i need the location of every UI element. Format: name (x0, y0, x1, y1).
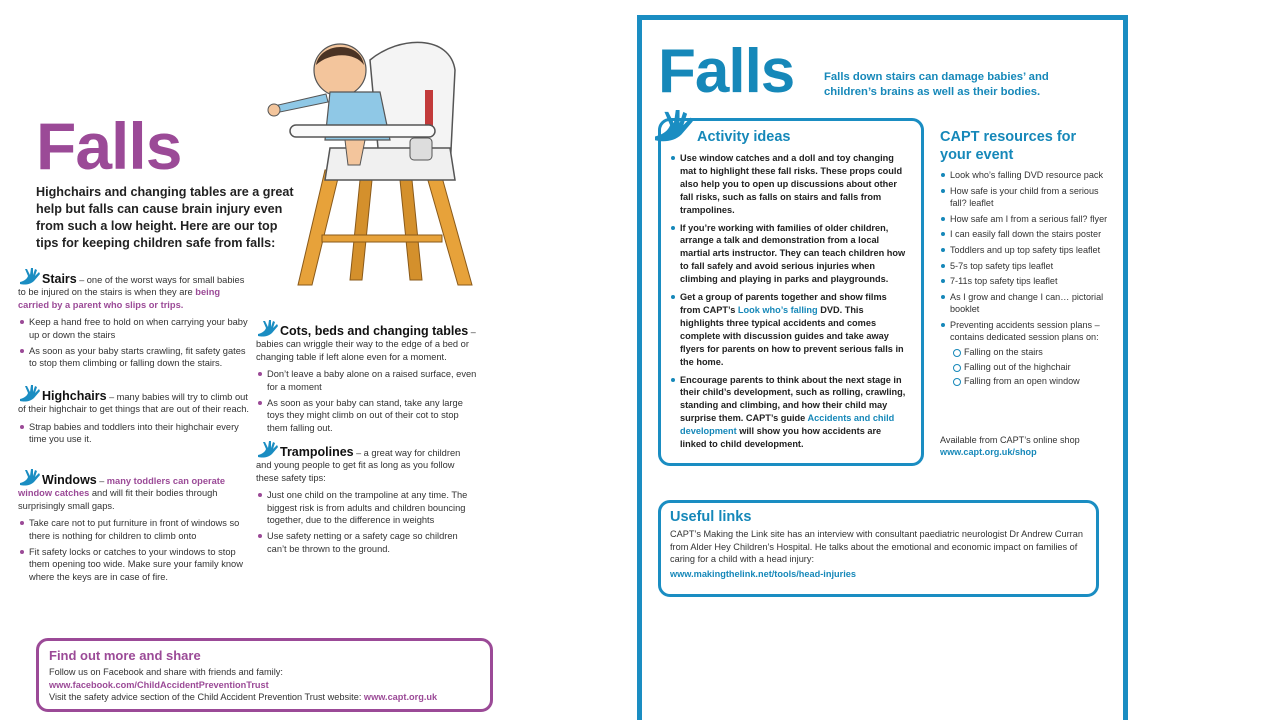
list-item: Falling on the stairs (950, 346, 1110, 358)
resources-availability (940, 434, 1110, 459)
list-item: Use safety netting or a safety cage so children can’t be thrown to the ground. (256, 530, 478, 555)
list-item: Keep a hand free to hold on when carrying your baby up or down the stairs (18, 316, 250, 341)
capt-website-link[interactable]: www.capt.org.uk (363, 692, 438, 702)
activity-text: Use window catches and a doll and toy changing mat to highlight these fall risks. These props could also help you to open up discussions about other fall risks, such as falls on stairs and falls from trampolines. (680, 153, 903, 215)
activity-text: will show you how accidents are linked to child development. (680, 426, 882, 450)
stairs-dash: – (76, 275, 87, 285)
hand-print-icon (18, 469, 40, 487)
left-intro-text: Highchairs and changing tables are a great help but falls can cause brain injury even from such a low height. Here are our top tips for keeping children safe from falls: (36, 185, 294, 250)
stairs-heading: Stairs (42, 272, 77, 286)
list-item: Falling out of the highchair (950, 361, 1110, 373)
list-item: Take care not to put furniture in front of windows so there is nothing for children to climb onto (18, 517, 250, 542)
trampolines-text: a great way for children and young people to get fit as long as you follow these safety tips: (256, 448, 461, 483)
right-page-subtitle: Falls down stairs can damage babies’ and children’s brains as well as their bodies. (824, 71, 1049, 98)
activity-text: If you’re working with families of older children, arrange a talk and demonstration from a local martial arts instructor. They can teach children how to fall safely and avoid serious injuries when climbing and playing in parks and playgrounds. (680, 222, 906, 285)
highchairs-dash: – (106, 392, 117, 402)
look-whos-falling-link[interactable]: Look who’s falling (737, 304, 818, 315)
cots-bullets (256, 368, 478, 434)
list-item: Just one child on the trampoline at any time. The biggest risk is from adults and children bouncing together, due to the difference in weights (256, 489, 478, 526)
cots-text: babies can wriggle their way to the edge of a bed or changing table if left alone even for a moment. (256, 339, 469, 362)
capt-website-text: Visit the safety advice section of the Child Accident Prevention Trust website: (49, 692, 364, 702)
trampolines-bullets (256, 489, 478, 555)
list-item (670, 291, 906, 368)
activity-ideas-list (670, 152, 906, 456)
list-item: As soon as your baby starts crawling, fit safety gates to stop them climbing or falling down the stairs. (18, 345, 250, 370)
list-item (670, 152, 906, 217)
windows-emphasis: many toddlers can operate window catches (18, 476, 226, 499)
useful-links-text: CAPT’s Making the Link site has an interview with consultant paediatric neurologist Dr Andrew Curran from Alder Hey Children’s Hospital. He talks about the emotional and economic impact on families of caring for a child with a head injury: (670, 529, 1083, 565)
accidents-child-development-link[interactable]: Accidents and child development (680, 413, 895, 437)
available-text: Available from CAPT’s online shop (940, 435, 1080, 445)
hand-print-icon (256, 441, 278, 459)
list-item: I can easily fall down the stairs poster (940, 228, 1110, 240)
useful-links-box (658, 500, 1099, 597)
capt-resources-list (940, 169, 1110, 391)
list-item (940, 319, 1110, 387)
trampolines-dash: – (353, 448, 364, 458)
find-out-more-box (36, 638, 493, 712)
stairs-text: one of the worst ways for small babies to be injured on the stairs is when they are (18, 275, 245, 298)
list-item: Falling from an open window (950, 375, 1110, 387)
list-item: Strap babies and toddlers into their highchair every time you use it. (18, 421, 250, 446)
windows-heading: Windows (42, 473, 97, 487)
cots-dash: – (468, 327, 476, 337)
stairs-emphasis: being carried by a parent who slips or trips. (18, 287, 221, 310)
list-item: Fit safety locks or catches to your windows to stop them opening too wide. Make sure your family know where the keys are in case of fire. (18, 546, 250, 583)
list-item: How safe am I from a serious fall? flyer (940, 213, 1110, 225)
making-the-link-url[interactable]: www.makingthelink.net/tools/head-injuries (670, 568, 856, 579)
windows-section (18, 469, 250, 587)
list-item: As soon as your baby can stand, take any large toys they might climb on out of their cot to stop them falling out. (256, 397, 478, 434)
hand-print-icon (256, 320, 278, 338)
trampolines-heading: Trampolines (280, 445, 354, 459)
highchairs-bullets (18, 421, 250, 446)
windows-text: and will fit their bodies through surprisingly small gaps. (18, 488, 218, 511)
hand-print-icon (18, 268, 40, 286)
list-item: As I grow and change I can… pictorial booklet (940, 291, 1110, 315)
capt-resources-title: CAPT resources for your event (940, 129, 1077, 163)
activity-text: Encourage parents to think about the next stage in their child’s development, such as rolling, crawling, standing and climbing, and how their child may surprise them. CAPT’s guide (680, 374, 906, 424)
cots-section (256, 320, 478, 438)
capt-website-line (49, 691, 480, 704)
facebook-link[interactable]: www.facebook.com/ChildAccidentPreventionTrust (49, 679, 269, 690)
activity-text: Get a group of parents together and show films from CAPT’s (680, 292, 887, 315)
activity-ideas-title: Activity ideas (697, 129, 791, 145)
list-item (670, 374, 906, 451)
hand-print-icon (650, 110, 694, 144)
left-page-title: Falls (36, 109, 182, 183)
windows-bullets (18, 517, 250, 583)
stairs-bullets (18, 316, 250, 370)
capt-shop-link[interactable]: www.capt.org.uk/shop (940, 447, 1037, 458)
list-item: How safe is your child from a serious fall? leaflet (940, 185, 1110, 209)
highchairs-section (18, 385, 250, 450)
list-item: 5-7s top safety tips leaflet (940, 260, 1110, 272)
windows-dash: – (96, 476, 107, 486)
find-out-more-title: Find out more and share (49, 648, 201, 663)
useful-links-title: Useful links (670, 509, 752, 525)
trampolines-section (256, 441, 478, 559)
highchairs-text: many babies will try to climb out of their highchair to get things that are out of their reach. (18, 392, 250, 415)
facebook-text: Follow us on Facebook and share with friends and family: (49, 667, 283, 677)
list-item (670, 222, 906, 287)
stairs-section (18, 268, 250, 374)
list-item: Look who’s falling DVD resource pack (940, 169, 1110, 181)
activity-text: DVD. This highlights three typical accidents and comes complete with discussion guides and take away flyers for parents on how to prevent serious falls in the home. (680, 304, 904, 367)
list-item: 7-11s top safety tips leaflet (940, 275, 1110, 287)
highchairs-heading: Highchairs (42, 389, 107, 403)
right-page-title: Falls (658, 37, 795, 106)
list-item: Toddlers and up top safety tips leaflet (940, 244, 1110, 256)
session-plans-sublist (950, 346, 1110, 387)
hand-print-icon (18, 385, 40, 403)
cots-heading: Cots, beds and changing tables (280, 324, 469, 338)
session-plans-text: Preventing accidents session plans – contains dedicated session plans on: (950, 320, 1100, 343)
list-item: Don’t leave a baby alone on a raised surface, even for a moment (256, 368, 478, 393)
